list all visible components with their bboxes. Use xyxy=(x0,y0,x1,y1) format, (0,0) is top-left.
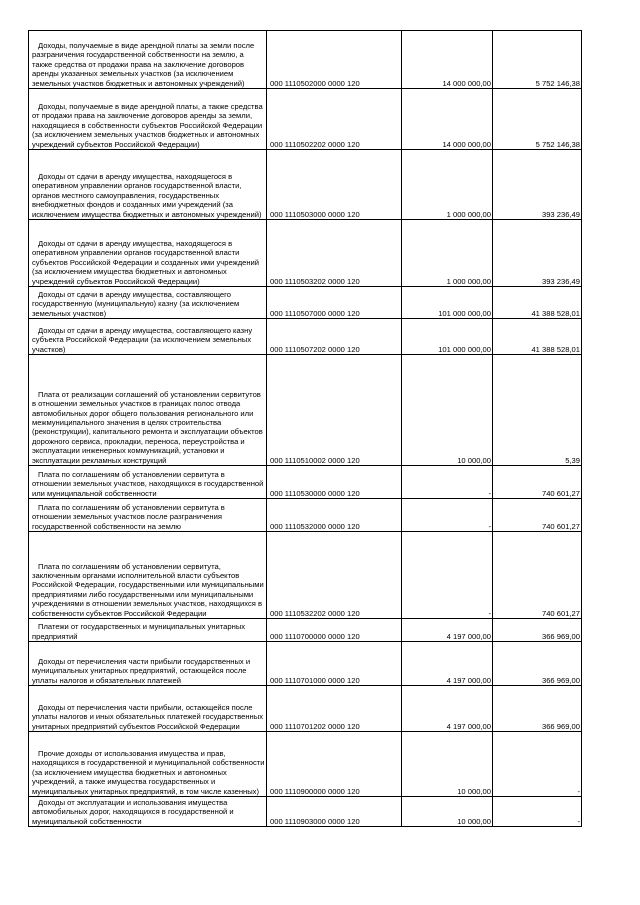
row-plan-cell: 4 197 000,00 xyxy=(402,619,493,642)
row-name-text: Доходы от сдачи в аренду имущества, составляющего государственную (муниципальную) казну (за исключением земельных участков) xyxy=(32,289,240,318)
row-code-cell: 000 1110701000 0000 120 xyxy=(267,642,402,686)
row-code-cell: 000 1110510002 0000 120 xyxy=(267,355,402,466)
row-fact-cell: 393 236,49 xyxy=(493,150,582,220)
row-plan-cell: 1 000 000,00 xyxy=(402,220,493,287)
row-code-cell: 000 1110507000 0000 120 xyxy=(267,287,402,319)
row-code-cell: 000 1110903000 0000 120 xyxy=(267,797,402,827)
row-name-text: Доходы от перечисления части прибыли, остающейся после уплаты налогов и иных обязательных платежей государственных унитарных предприятий субъектов Российской Федерации xyxy=(32,702,264,731)
row-plan-cell: 101 000 000,00 xyxy=(402,287,493,319)
row-code-cell: 000 1110900000 0000 120 xyxy=(267,732,402,797)
row-fact-cell: 366 969,00 xyxy=(493,686,582,732)
row-plan-cell: 1 000 000,00 xyxy=(402,150,493,220)
table-row xyxy=(29,89,582,150)
row-code-cell: 000 1110503202 0000 120 xyxy=(267,220,402,287)
row-name-cell xyxy=(29,220,267,287)
row-plan-cell: 4 197 000,00 xyxy=(402,642,493,686)
table-row xyxy=(29,220,582,287)
row-name-cell xyxy=(29,797,267,827)
row-fact-cell: 740 601,27 xyxy=(493,466,582,499)
row-fact-cell: 5 752 146,38 xyxy=(493,31,582,89)
row-fact-cell: 740 601,27 xyxy=(493,532,582,619)
row-code-cell: 000 1110532202 0000 120 xyxy=(267,532,402,619)
row-fact-cell: 740 601,27 xyxy=(493,499,582,532)
row-code-cell: 000 1110532000 0000 120 xyxy=(267,499,402,532)
row-fact-cell: 393 236,49 xyxy=(493,220,582,287)
row-name-cell xyxy=(29,355,267,466)
row-fact-cell: 41 388 528,01 xyxy=(493,287,582,319)
row-name-cell xyxy=(29,499,267,532)
row-name-text: Доходы от сдачи в аренду имущества, находящегося в оперативном управлении органов государственной власти субъектов Российской Федерации и созданных ими учреждений (за исключением имущества бюджетных и автономных учреждений субъектов Российской Федерации) xyxy=(32,238,260,286)
row-code-cell: 000 1110701202 0000 120 xyxy=(267,686,402,732)
table-row xyxy=(29,797,582,827)
row-plan-cell: 14 000 000,00 xyxy=(402,31,493,89)
table-row xyxy=(29,499,582,532)
row-name-cell xyxy=(29,732,267,797)
row-code-cell: 000 1110503000 0000 120 xyxy=(267,150,402,220)
table-row xyxy=(29,319,582,355)
table-row xyxy=(29,619,582,642)
row-plan-cell: 14 000 000,00 xyxy=(402,89,493,150)
row-fact-cell: - xyxy=(493,732,582,797)
table-row xyxy=(29,466,582,499)
row-fact-cell: 5,39 xyxy=(493,355,582,466)
row-name-cell xyxy=(29,150,267,220)
row-plan-cell: - xyxy=(402,466,493,499)
row-name-text: Доходы от сдачи в аренду имущества, составляющего казну субъекта Российской Федерации (за исключением земельных участков) xyxy=(32,325,253,354)
table-row xyxy=(29,355,582,466)
row-plan-cell: 10 000,00 xyxy=(402,797,493,827)
table-row xyxy=(29,642,582,686)
row-plan-cell: - xyxy=(402,532,493,619)
row-name-cell xyxy=(29,532,267,619)
row-fact-cell: 5 752 146,38 xyxy=(493,89,582,150)
row-name-cell xyxy=(29,466,267,499)
table-row xyxy=(29,732,582,797)
row-name-cell xyxy=(29,319,267,355)
row-code-cell: 000 1110502202 0000 120 xyxy=(267,89,402,150)
row-fact-cell: 366 969,00 xyxy=(493,642,582,686)
row-name-text: Платежи от государственных и муниципальных унитарных предприятий xyxy=(32,622,246,641)
row-name-cell xyxy=(29,642,267,686)
row-fact-cell: 41 388 528,01 xyxy=(493,319,582,355)
row-plan-cell: 10 000,00 xyxy=(402,355,493,466)
row-name-text: Доходы от сдачи в аренду имущества, находящегося в оперативном управлении органов государственной власти, органов местного самоуправления, государственных внебюджетных фондов и созданных ими учреждений (за исключением имущества бюджетных и автономных учреждений) xyxy=(32,171,262,219)
row-name-text: Доходы, получаемые в виде арендной платы, а также средства от продажи права на заключение договоров аренды за земли, находящиеся в собственности субъектов Российской Федерации (за исключением земельных участков бюджетных и автономных учреждений субъектов Российской Федерации) xyxy=(32,101,263,149)
row-plan-cell: 4 197 000,00 xyxy=(402,686,493,732)
row-plan-cell: - xyxy=(402,499,493,532)
row-name-text: Плата по соглашениям об установлении сервитута в отношении земельных участков, находящихся в государственной или муниципальной собственности xyxy=(32,469,264,498)
row-name-cell xyxy=(29,287,267,319)
row-name-cell xyxy=(29,619,267,642)
table-row xyxy=(29,31,582,89)
row-fact-cell: 366 969,00 xyxy=(493,619,582,642)
row-fact-cell: - xyxy=(493,797,582,827)
income-report-table xyxy=(28,30,582,827)
report-table-body xyxy=(29,31,582,827)
row-code-cell: 000 1110530000 0000 120 xyxy=(267,466,402,499)
row-code-cell: 000 1110507202 0000 120 xyxy=(267,319,402,355)
row-name-text: Прочие доходы от использования имущества и прав, находящихся в государственной и муниципальной собственности (за исключением имущества бюджетных и автономных учреждений, а также имущества государственных и муниципальных унитарных предприятий, в том числе казенных) xyxy=(32,748,265,796)
row-name-cell xyxy=(29,31,267,89)
row-name-cell xyxy=(29,89,267,150)
row-code-cell: 000 1110700000 0000 120 xyxy=(267,619,402,642)
table-row xyxy=(29,287,582,319)
table-row xyxy=(29,532,582,619)
row-name-text: Плата по соглашениям об установлении сервитута, заключенным органами исполнительной власти субъектов Российской Федерации, государственными или муниципальными предприятиями либо государственными или муниципальными учреждениями в отношении земельных участков, находящихся в собственности субъектов Российской Федерации xyxy=(32,561,264,618)
row-name-text: Доходы от эксплуатации и использования имущества автомобильных дорог, находящихся в государственной и муниципальной собственности xyxy=(32,797,234,826)
row-plan-cell: 10 000,00 xyxy=(402,732,493,797)
row-code-cell: 000 1110502000 0000 120 xyxy=(267,31,402,89)
row-name-text: Доходы, получаемые в виде арендной платы за земли после разграничения государственной собственности на землю, а также средства от продажи права на заключение договоров аренды указанных земельных участков (за исключением земельных участков бюджетных и автономных учреждений) xyxy=(32,40,255,88)
row-name-text: Плата от реализации соглашений об установлении сервитутов в отношении земельных участков в границах полос отвода автомобильных дорог общего пользования регионального или межмуниципального значения в целях строительства (реконструкции), капитального ремонта и эксплуатации объектов дорожного сервиса, прокладки, переноса, переустройства и эксплуатации инженерных коммуникаций, установки и эксплуатации рекламных конструкций xyxy=(32,389,263,465)
table-row xyxy=(29,686,582,732)
row-name-text: Плата по соглашениям об установлении сервитута в отношении земельных участков после разграничения государственной собственности на землю xyxy=(32,502,225,531)
row-name-cell xyxy=(29,686,267,732)
row-name-text: Доходы от перечисления части прибыли государственных и муниципальных унитарных предприятий, остающейся после уплаты налогов и обязательных платежей xyxy=(32,656,251,685)
row-plan-cell: 101 000 000,00 xyxy=(402,319,493,355)
table-row xyxy=(29,150,582,220)
